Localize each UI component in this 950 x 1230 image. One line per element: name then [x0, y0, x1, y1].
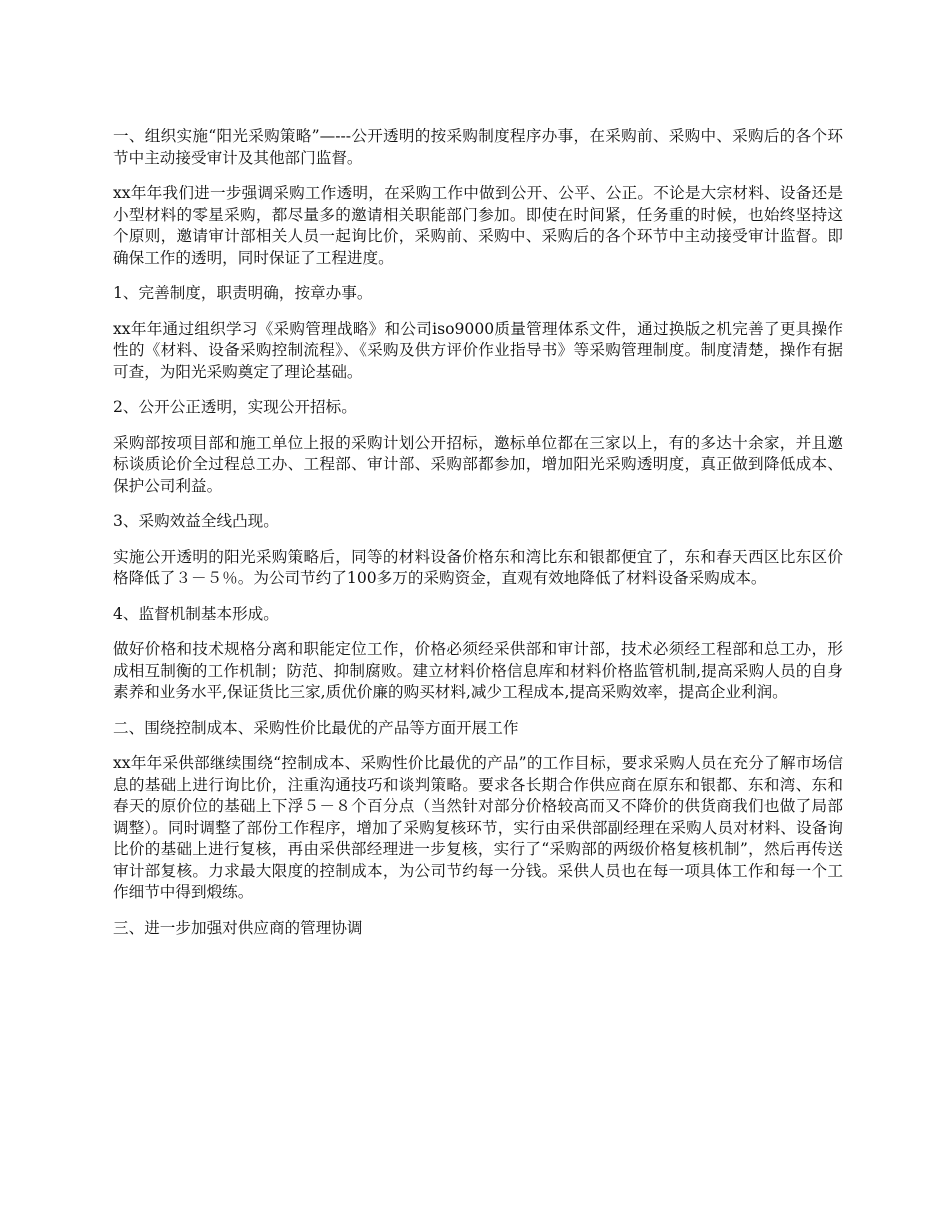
paragraph-supervision-mechanism: 做好价格和技术规格分离和职能定位工作，价格必须经采供部和审计部，技术必须经工程部和总工办，形成相互制衡的工作机制；防范、抑制腐败。建立材料价格信息库和材料价格监管机制,提高采购人员的自身素养和业务水平,保证货比三家,质优价廉的购买材料,减少工程成本,提高采购效率，提高企业利润。: [113, 640, 843, 701]
paragraph-cost-control: xx年年采供部继续围绕“控制成本、采购性价比最优的产品”的工作目标，要求采购人员在充分了解市场信息的基础上进行询比价，注重沟通技巧和谈判策略。要求各长期合作供应商在原东和银都、东和湾、东和春天的原价位的基础上下浮５－８个百分点（当然针对部分价格较高而又不降价的供货商我们也做了局部调整）。同时调整了部份工作程序，增加了采购复核环节，实行由采供部副经理在采购人员对材料、设备询比价的基础上进行复核，再由采供部经理进一步复核，实行了“采购部的两级价格复核机制”，然后再传送审计部复核。力求最大限度的控制成本，为公司节约每一分钱。采供人员也在每一项具体工作和每一个工作细节中得到煅练。: [113, 754, 843, 901]
section-heading-cost-control: 二、围绕控制成本、采购性价比最优的产品等方面开展工作: [113, 718, 519, 737]
section-heading-sunshine-procurement: 一、组织实施“阳光采购策略”—---公开透明的按采购制度程序办事，在采购前、采购中、采购后的各个环节中主动接受审计及其他部门监督。: [113, 127, 843, 167]
paragraph-system-documents: xx年年通过组织学习《采购管理战略》和公司iso9000质量管理体系文件，通过换版之机完善了更具操作性的《材料、设备采购控制流程》、《采购及供方评价作业指导书》等采购管理制度。制度清楚，操作有据可查，为阳光采购奠定了理论基础。: [113, 319, 843, 381]
paragraph-public-bidding: 采购部按项目部和施工单位上报的采购计划公开招标，邀标单位都在三家以上，有的多达十余家，并且邀标谈质论价全过程总工办、工程部、审计部、采购部都参加，增加阳光采购透明度，真正做到降低成本、保护公司利益。: [113, 433, 843, 495]
paragraph-transparency: xx年年我们进一步强调采购工作透明，在采购工作中做到公开、公平、公正。不论是大宗材料、设备还是小型材料的零星采购，都尽量多的邀请相关职能部门参加。即使在时间紧，任务重的时候，也始终坚持这个原则，邀请审计部相关人员一起询比价，采购前、采购中、采购后的各个环节中主动接受审计监督。即确保工作的透明，同时保证了工程进度。: [113, 184, 843, 267]
subheading-procurement-benefits: 3、采购效益全线凸现。: [113, 512, 279, 530]
subheading-supervision-mechanism: 4、监督机制基本形成。: [113, 604, 279, 623]
section-heading-supplier-management: 三、进一步加强对供应商的管理协调: [113, 918, 363, 937]
subheading-improve-system: 1、完善制度，职责明确，按章办事。: [113, 284, 373, 302]
subheading-public-bidding: 2、公开公正透明，实现公开招标。: [113, 398, 357, 416]
document-page: [113, 126, 843, 953]
paragraph-procurement-benefits: 实施公开透明的阳光采购策略后，同等的材料设备价格东和湾比东和银都便宜了，东和春天西区比东区价格降低了３－５％。为公司节约了100多万的采购资金，直观有效地降低了材料设备采购成本。: [113, 547, 843, 587]
